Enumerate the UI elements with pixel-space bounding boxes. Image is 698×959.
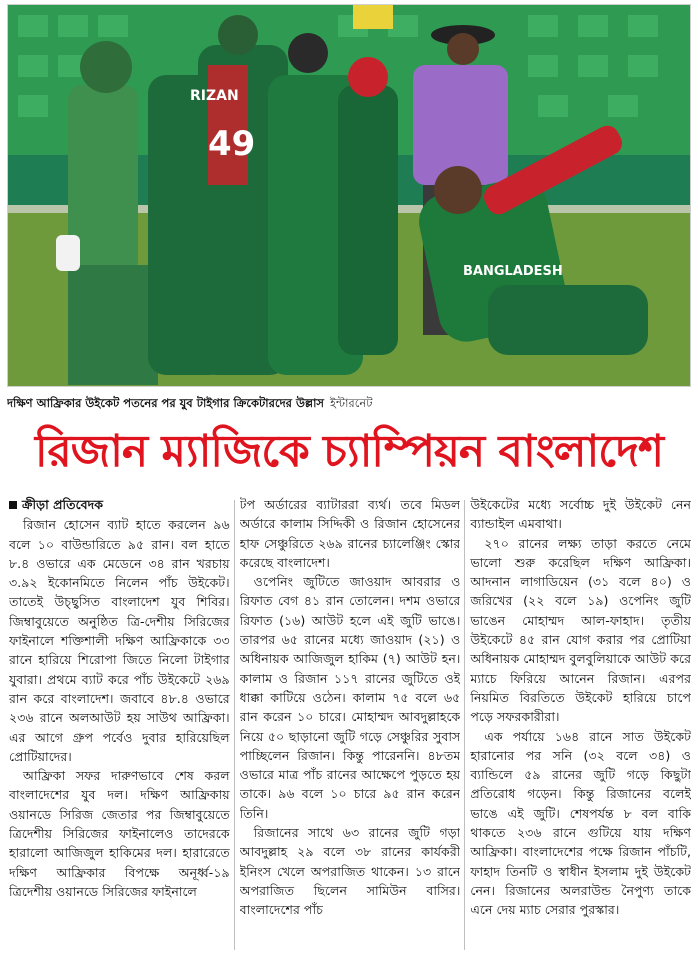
paragraph: ওপেনিং জুটিতে জাওয়াদ আবরার ও রিফাত বেগ ৪১ রান তোলেন। দশম ওভারে রিফাত (১৬) আউট হলে এই জুটি ভাঙে। তারপর ৬৫ রানের মধ্যে জাওয়াদ (২১) ও অধিনায়ক আজিজুল হাকিম (৭) আউট হন। কালাম ও রিজান ১১৭ রানের জুটিতে ওই ধাক্কা কাটিয়ে ওঠেন। কালাম ৭৫ বলে ৬৫ রান করেন ১০ চারে। মোহাম্মদ আবদুল্লাহকে নিয়ে ৫০ ছাড়ানো জুটি গড়ে সেঞ্চুরির সুবাস পাচ্ছিলেন রিজান। কিন্তু পারেননি। ৪৮তম ওভারে মাত্র পাঁচ রানের আক্ষেপে পুড়তে হয় তাকে। ৯৬ বলে ১০ চারে ৯৫ রান করেন তিনি।: [239, 574, 461, 821]
cricket-celebration-photo-icon: [8, 5, 691, 387]
column-divider: [464, 500, 465, 950]
column-3: [470, 495, 691, 955]
paragraph: উইকেটের মধ্যে সর্বোচ্চ দুই উইকেট নেন ব্যান্ডাইল এমবাথা।: [470, 497, 692, 532]
paragraph: এক পর্যায়ে ১৬৪ রানে সাত উইকেট হারানোর পর সনি (৩২ বলে ৩৪) ও ব্যান্ডিলে ৫৯ রানের জুটি গড়ে কিছুটা প্রতিরোধ গড়েন। কিন্তু রিজানের বলেই ভাঙে এই জুটি। শেষপর্যন্ত ৮ বল বাকি থাকতে ২৩৬ রানে গুটিয়ে যায় দক্ষিণ আফ্রিকা। বাংলাদেশের পক্ষে রিজান পাঁচটি, ফাহাদ তিনটি ও স্বাধীন ইসলাম দুই উইকেট নেন। রিজানের অলরাউন্ড নৈপুণ্য তাকে এনে দেয় ম্যাচ সেরার পুরস্কার।: [470, 728, 692, 918]
jersey-name-text: RIZAN: [190, 88, 239, 104]
column-2: [240, 495, 461, 955]
caption-text: দক্ষিণ আফ্রিকার উইকেট পতনের পর যুব টাইগার ক্রিকেটারদের উল্লাস: [7, 396, 325, 410]
article-body: [9, 495, 691, 955]
reporter-name: ক্রীড়া প্রতিবেদক: [22, 497, 104, 512]
column-1: [9, 495, 230, 955]
paragraph: ২৭০ রানের লক্ষ্য তাড়া করতে নেমে ভালো শুরু করেছিল দক্ষিণ আফ্রিকা। আদনান লাগাডিয়েন (৩১ বলে ৪০) ও জরিখের (২২ বলে ১৯) ওপেনিং জুটি ভাঙেন মোহাম্মদ আল-ফাহাদ। তৃতীয় উইকেটে ৪৫ রান যোগ করার পর প্রোটিয়া অধিনায়ক মোহাম্মদ বুলবুলিয়াকে আউট করে ম্যাচে ফিরিয়ে আনেন রিজান। এরপর নিয়মিত বিরতিতে উইকেট হারিয়ে চাপে পড়ে সফরকারীরা।: [470, 535, 692, 725]
headline: রিজান ম্যাজিকে চ্যাম্পিয়ন বাংলাদেশ: [34, 426, 664, 477]
paragraph: রিজান হোসেন ব্যাট হাতে করলেন ৯৬ বলে ১০ বাউন্ডারিতে ৯৫ রান। বল হাতে ৮.৪ ওভারে এক মেডেনে ৩৪ রান খরচায় ৩.৯২ ইকোনমিতে নিলেন পাঁচ উইকেট। তাতেই উচ্ছ্বসিত বাংলাদেশ যুব শিবির। জিম্বাবুয়েতে অনুষ্ঠিত ত্রি-দেশীয় সিরিজের ফাইনালে শক্তিশালী দক্ষিণ আফ্রিকাকে ৩৩ রানে হারিয়ে শিরোপা জিতে নিলো টাইগার যুবারা। প্রথমে ব্যাট করে পাঁচ উইকেটে ২৬৯ রান করে বাংলাদেশ। জবাবে ৪৮.৪ ওভারে ২৩৬ রানে অলআউট হয় সাউথ আফ্রিকা। এর আগে গ্রুপ পর্বেও দুবার হারিয়েছিল প্রোটিয়াদের।: [9, 517, 230, 764]
column-divider: [234, 500, 235, 950]
caption-source: ইন্টারনেট: [330, 396, 373, 410]
paragraph: টপ অর্ডারের ব্যাটাররা ব্যর্থ। তবে মিডল অর্ডারে কালাম সিদ্দিকী ও রিজান হোসেনের হাফ সেঞ্চুরিতে ২৬৯ রানের চ্যালেঞ্জিং স্কোর করেছে বাংলাদেশ।: [239, 497, 461, 570]
square-bullet-icon: [9, 501, 17, 509]
paragraph: রিজানের সাথে ৬৩ রানের জুটি গড়া আবদুল্লাহ ২৯ বলে ৩৮ রানের কার্যকরী ইনিংস খেলে অপরাজিত থাকেন। ১৩ রানে অপরাজিত ছিলেন সামিউন বাসির। বাংলাদেশের পাঁচ: [239, 825, 461, 918]
jersey-sponsor-text: BANGLADESH: [463, 264, 563, 279]
photo-caption: [7, 395, 691, 413]
paragraph: আফ্রিকা সফর দারুণভাবে শেষ করল বাংলাদেশের যুব দল। দক্ষিণ আফ্রিকায় ওয়ানডে সিরিজ জেতার পর জিম্বাবুয়েতে ত্রিদেশীয় সিরিজের ফাইনালেও তাদেরকে হারালো আজিজুল হাকিমের দল। হারারেতে দক্ষিণ আফ্রিকার বিপক্ষে অনূর্ধ্ব-১৯ ত্রিদেশীয় ওয়ানডে সিরিজের ফাইনালে: [9, 768, 230, 899]
reporter-byline: [9, 495, 230, 514]
article-photo: [7, 4, 691, 387]
jersey-number-text: 49: [208, 124, 256, 164]
